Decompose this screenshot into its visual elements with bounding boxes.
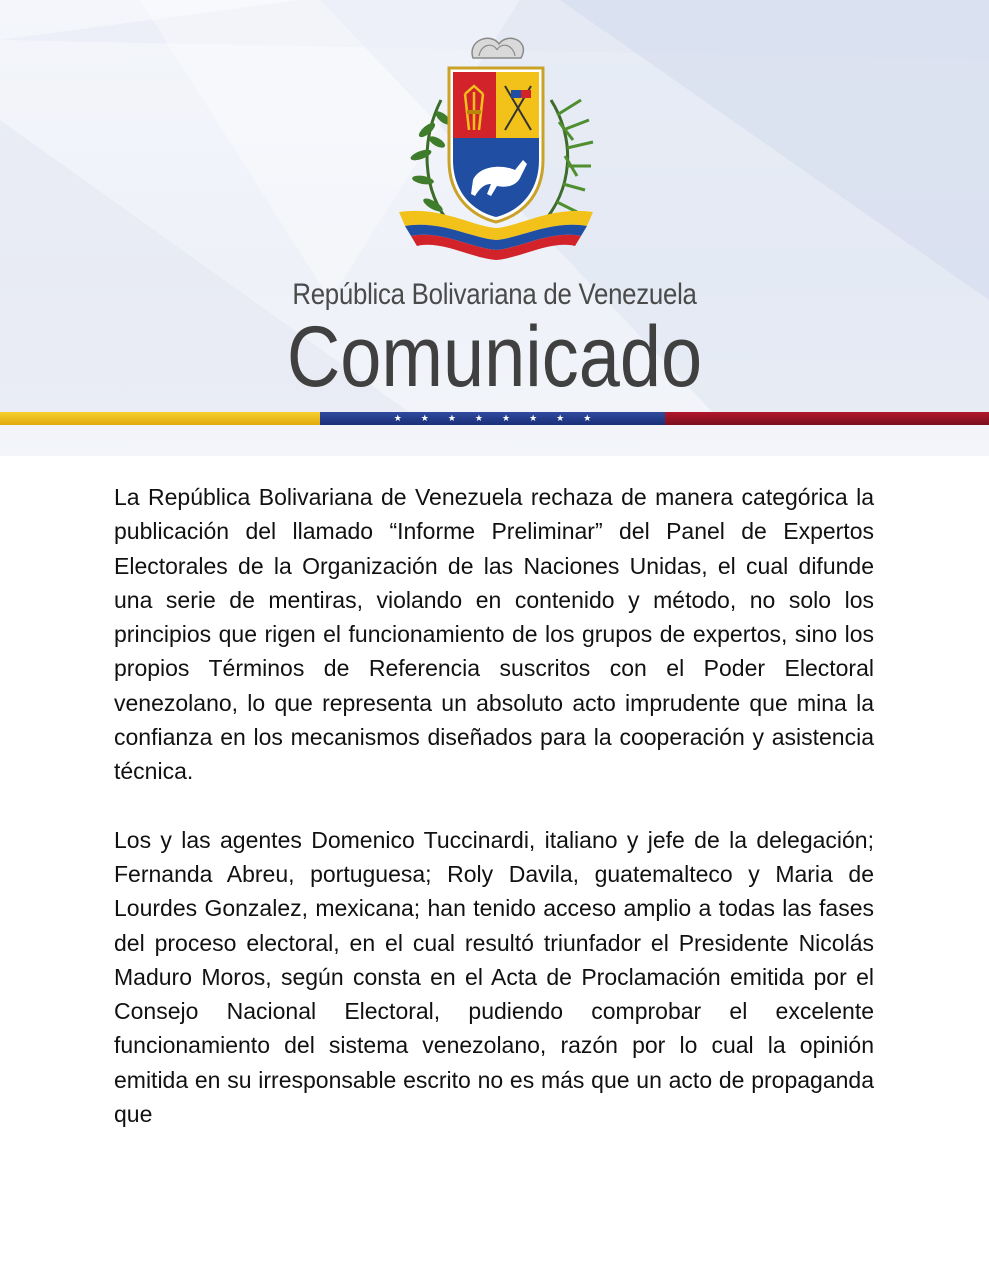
flag-stripe <box>0 412 989 425</box>
star-icon: ★ <box>556 413 565 423</box>
paragraph-1: La República Bolivariana de Venezuela rechaza de manera categórica la publicación del llamado “Informe Preliminar” del Panel de Expertos Electorales de la Organización de las Naciones Unidas, el cual difunde una serie de mentiras, violando en contenido y método, no solo los principios que rigen el funcionamiento de los grupos de expertos, sino los propios Términos de Referencia suscritos con el Poder Electoral venezolano, lo que representa un absoluto acto imprudente que mina la confianza en los mecanismos diseñados para la cooperación y asistencia técnica. <box>114 484 874 785</box>
star-icon: ★ <box>583 413 592 423</box>
paragraph-2: Los y las agentes Domenico Tuccinardi, italiano y jefe de la delegación; Fernanda Abreu, portuguesa; Roly Davila, guatemalteco y Maria de Lourdes Gonzalez, mexicana; han tenido acceso amplio a todas las fases del proceso electoral, en el cual resultó triunfador el Presidente Nicolás Maduro Moros, según consta en el Acta de Proclamación emitida por el Consejo Nacional Electoral, pudiendo comprobar el excelente funcionamiento del sistema venezolano, razón por lo cual la opinión emitida en su irresponsable escrito no es más que un acto de propaganda que <box>114 826 874 1128</box>
star-icon: ★ <box>393 413 402 423</box>
stripe-yellow <box>0 412 320 425</box>
star-icon: ★ <box>529 413 538 423</box>
header-banner <box>0 0 989 456</box>
statement-body <box>114 480 874 1165</box>
star-icon: ★ <box>502 413 511 423</box>
stripe-red <box>665 412 989 425</box>
star-icon: ★ <box>474 413 483 423</box>
star-icon: ★ <box>420 413 429 423</box>
stripe-blue <box>320 412 665 425</box>
star-icon: ★ <box>447 413 456 423</box>
document-title: Comunicado <box>286 309 703 405</box>
coat-of-arms-icon <box>381 30 611 270</box>
country-name: República Bolivariana de Venezuela <box>292 278 697 311</box>
